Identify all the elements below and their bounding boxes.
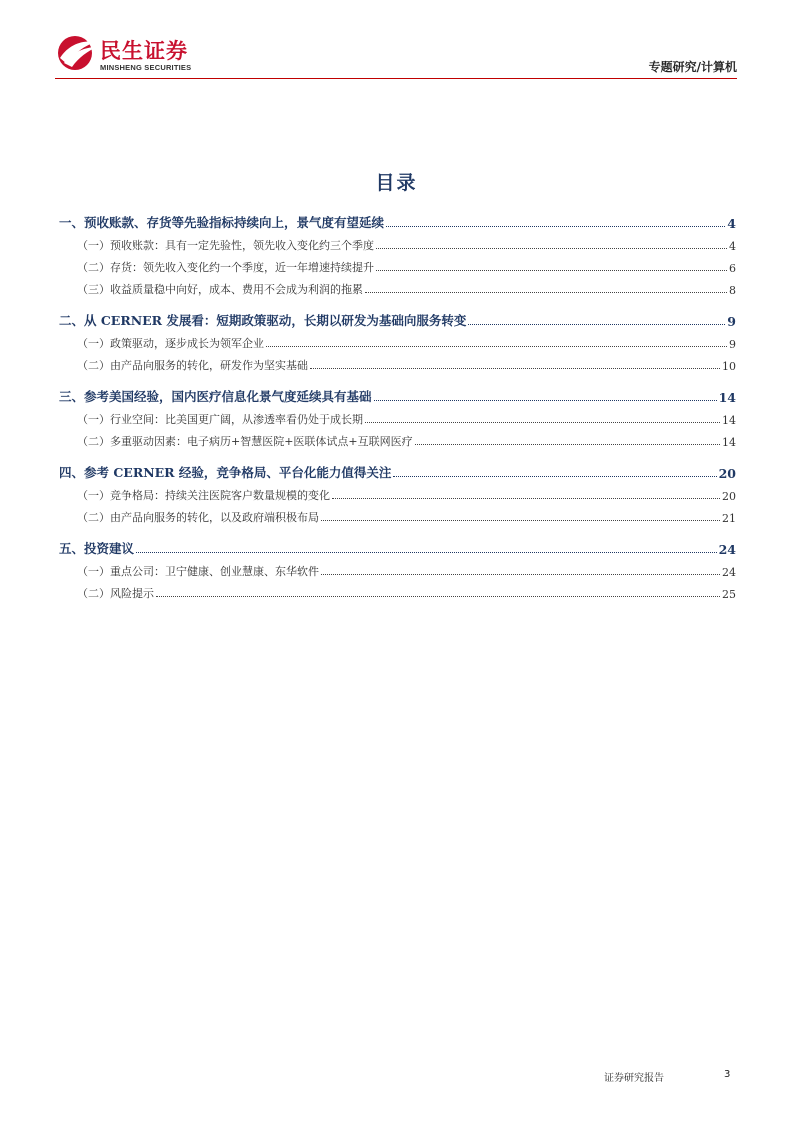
- toc-section-gap: [59, 297, 736, 303]
- toc-section-page: 20: [718, 466, 736, 481]
- company-logo: [55, 34, 205, 76]
- toc-leader-dots: [468, 324, 725, 325]
- toc-section-page: 24: [718, 542, 736, 557]
- toc-subsection-entry[interactable]: [59, 481, 736, 503]
- toc-leader-dots: [136, 552, 717, 553]
- table-of-contents: [59, 205, 736, 607]
- logo-english-name: MINSHENG SECURITIES: [100, 63, 192, 72]
- toc-section-label: 五、投资建议: [59, 541, 135, 556]
- toc-subsection-label: （一）竞争格局：持续关注医院客户数量规模的变化: [77, 489, 330, 502]
- toc-subsection-entry[interactable]: [59, 351, 736, 373]
- toc-section-page: 4: [727, 216, 736, 231]
- toc-section-gap: [59, 373, 736, 379]
- toc-subsection-label: （一）重点公司：卫宁健康、创业慧康、东华软件: [77, 565, 319, 578]
- toc-subsection-page: 6: [729, 262, 736, 275]
- toc-leader-dots: [321, 520, 720, 521]
- toc-section-label: 四、参考 CERNER 经验，竞争格局、平台化能力值得关注: [59, 465, 392, 480]
- toc-section-label: 一、预收账款、存货等先验指标持续向上，景气度有望延续: [59, 215, 385, 230]
- toc-subsection-label: （二）存货：领先收入变化约一个季度，近一年增速持续提升: [77, 261, 374, 274]
- toc-subsection-entry[interactable]: [59, 427, 736, 449]
- toc-subsection-entry[interactable]: [59, 329, 736, 351]
- toc-subsection-page: 21: [722, 512, 736, 525]
- toc-section-label: 二、从 CERNER 发展看：短期政策驱动，长期以研发为基础向服务转变: [59, 313, 467, 328]
- report-category: 专题研究/计算机: [648, 60, 737, 74]
- toc-subsection-page: 10: [722, 360, 736, 373]
- toc-leader-dots: [374, 400, 717, 401]
- toc-leader-dots: [376, 248, 727, 249]
- header-divider: [55, 78, 737, 79]
- toc-subsection-entry[interactable]: [59, 557, 736, 579]
- toc-subsection-label: （三）收益质量稳中向好，成本、费用不会成为利润的拖累: [77, 283, 363, 296]
- toc-section-entry[interactable]: [59, 383, 736, 405]
- toc-subsection-entry[interactable]: [59, 579, 736, 601]
- toc-subsection-label: （一）预收账款：具有一定先验性，领先收入变化约三个季度: [77, 239, 374, 252]
- toc-subsection-label: （二）由产品向服务的转化，研发作为坚实基础: [77, 359, 308, 372]
- toc-subsection-entry[interactable]: [59, 231, 736, 253]
- toc-subsection-entry[interactable]: [59, 405, 736, 427]
- toc-section-label: 三、参考美国经验，国内医疗信息化景气度延续具有基础: [59, 389, 372, 404]
- toc-leader-dots: [376, 270, 727, 271]
- toc-subsection-page: 14: [722, 436, 736, 449]
- toc-section-entry[interactable]: [59, 307, 736, 329]
- toc-subsection-label: （一）政策驱动，逐步成长为领军企业: [77, 337, 264, 350]
- toc-section-gap: [59, 525, 736, 531]
- toc-section-gap: [59, 449, 736, 455]
- toc-subsection-entry[interactable]: [59, 503, 736, 525]
- toc-section-entry[interactable]: [59, 535, 736, 557]
- toc-leader-dots: [365, 292, 727, 293]
- toc-subsection-page: 24: [722, 566, 736, 579]
- toc-subsection-page: 14: [722, 414, 736, 427]
- toc-section-page: 14: [718, 390, 736, 405]
- toc-title: 目录: [375, 172, 418, 194]
- toc-subsection-page: 4: [729, 240, 736, 253]
- toc-section-entry[interactable]: [59, 459, 736, 481]
- toc-section-page: 9: [727, 314, 736, 329]
- logo-chinese-name: 民生证券: [100, 39, 188, 63]
- page-header: [0, 0, 793, 80]
- toc-leader-dots: [332, 498, 720, 499]
- toc-leader-dots: [156, 596, 720, 597]
- toc-subsection-label: （二）风险提示: [77, 587, 154, 600]
- toc-subsection-page: 9: [729, 338, 736, 351]
- toc-subsection-entry[interactable]: [59, 275, 736, 297]
- toc-subsection-label: （一）行业空间：比美国更广阔，从渗透率看仍处于成长期: [77, 413, 363, 426]
- toc-subsection-page: 8: [729, 284, 736, 297]
- minsheng-logo-icon: [55, 34, 99, 72]
- toc-subsection-label: （二）由产品向服务的转化，以及政府端积极布局: [77, 511, 319, 524]
- toc-subsection-label: （二）多重驱动因素：电子病历+智慧医院+医联体试点+互联网医疗: [77, 435, 413, 448]
- toc-leader-dots: [266, 346, 727, 347]
- page-number: 3: [724, 1069, 731, 1080]
- toc-subsection-page: 20: [722, 490, 736, 503]
- toc-leader-dots: [365, 422, 720, 423]
- toc-leader-dots: [393, 476, 716, 477]
- toc-subsection-page: 25: [722, 588, 736, 601]
- toc-leader-dots: [386, 226, 725, 227]
- toc-leader-dots: [415, 444, 720, 445]
- toc-leader-dots: [321, 574, 720, 575]
- toc-subsection-entry[interactable]: [59, 253, 736, 275]
- footer-label: 证券研究报告: [604, 1073, 664, 1084]
- toc-section-gap: [59, 601, 736, 607]
- toc-section-entry[interactable]: [59, 209, 736, 231]
- toc-leader-dots: [310, 368, 720, 369]
